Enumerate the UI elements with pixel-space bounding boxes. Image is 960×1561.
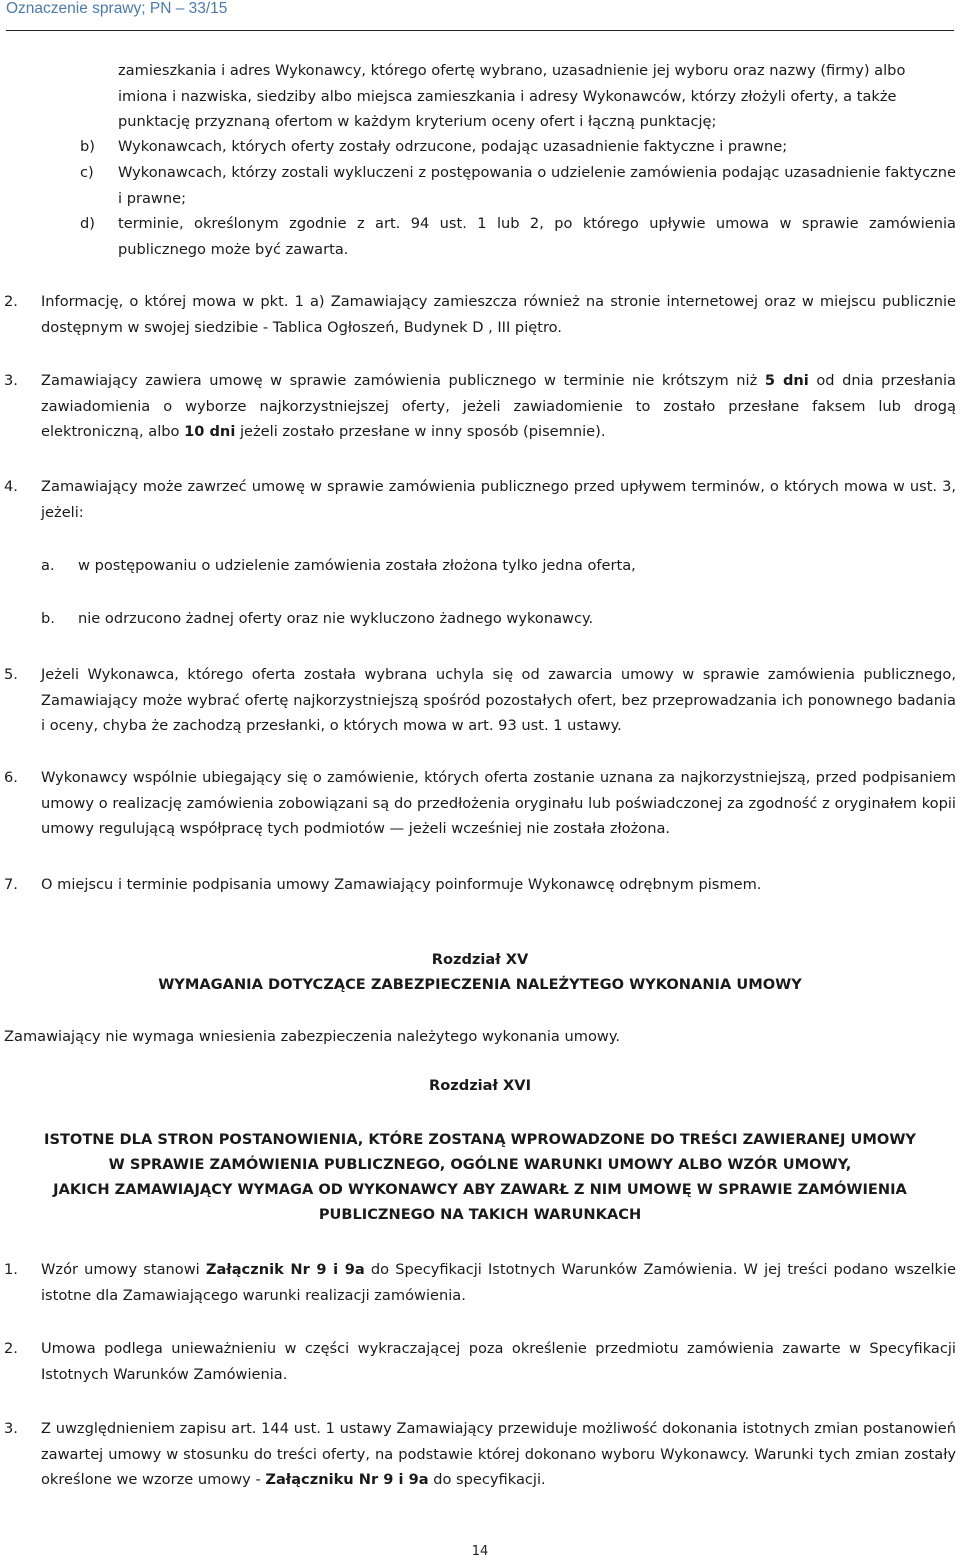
point-4a-text: w postępowaniu o udzielenie zamówienia została złożona tylko jedna oferta,	[78, 557, 636, 574]
chapter-15-text: Zamawiający nie wymaga wniesienia zabezpieczenia należytego wykonania umowy.	[4, 1028, 621, 1045]
item-a-line-2: imiona i nazwiska, siedziby albo miejsca zamieszkania i adresy Wykonawców, którzy złożyli oferty, a także	[118, 88, 897, 105]
page-number: 14	[471, 1544, 489, 1559]
chapter-16-heading-3: JAKICH ZAMAWIAJĄCY WYMAGA OD WYKONAWCY ABY ZAWARŁ Z NIM UMOWĘ W SPRAWIE ZAMÓWIENIA	[53, 1181, 907, 1198]
point-5-text: Jeżeli Wykonawca, którego oferta została wybrana uchyla się od zawarcia umowy w sprawie zamówienia publicznego, Zamawiający może wybrać ofertę najkorzystniejszą spośród pozostałych ofert, bez przeprowadzania ich ponownego badania i oceny, chyba że zachodzą przesłanki, o których mowa w art. 93 ust. 1 ustawy.	[41, 666, 956, 734]
point-6-text: Wykonawcy wspólnie ubiegający się o zamówienie, których oferta zostanie uznana za najkorzystniejszą, przed podpisaniem umowy o realizację zamówienia zobowiązani są do przedłożenia oryginału lub poświadczonej za zgodność z oryginałem kopii umowy regulującą współpracę tych podmiotów — jeżeli wcześniej nie została złożona.	[41, 769, 956, 837]
point-4b-text: nie odrzucono żadnej oferty oraz nie wykluczono żadnego wykonawcy.	[78, 610, 594, 627]
point-3-text: Zamawiający zawiera umowę w sprawie zamówienia publicznego w terminie nie krótszym niż 5 dni od dnia przesłania zawiadomienia o wyborze najkorzystniejszej oferty, jeżeli zawiadomienie to zostało przesłane faksem lub drogą elektroniczną, albo 10 dni jeżeli zostało przesłane w inny sposób (pisemnie).	[41, 372, 956, 440]
deadline-10-days: 10 dni	[184, 423, 236, 440]
ch16-item-2-number: 2.	[4, 1340, 18, 1357]
chapter-16-heading-2: W SPRAWIE ZAMÓWIENIA PUBLICZNEGO, OGÓLNE WARUNKI UMOWY ALBO WZÓR UMOWY,	[108, 1156, 852, 1173]
item-a-line-1: zamieszkania i adres Wykonawcy, którego ofertę wybrano, uzasadnienie jej wyboru oraz nazwy (firmy) albo	[118, 62, 906, 79]
ch16-item-2-text: Umowa podlega unieważnieniu w części wykraczającej poza określenie przedmiotu zamówienia zawarte w Specyfikacji Istotnych Warunków Zamówienia.	[41, 1340, 956, 1383]
header-rule	[6, 30, 954, 31]
ch16-item-3-number: 3.	[4, 1420, 18, 1437]
case-number: Oznaczenie sprawy; PN – 33/15	[6, 0, 228, 17]
point-2-number: 2.	[4, 293, 18, 310]
chapter-16-heading-1: ISTOTNE DLA STRON POSTANOWIENIA, KTÓRE ZOSTANĄ WPROWADZONE DO TREŚCI ZAWIERANEJ UMOWY	[44, 1131, 916, 1148]
item-b-text: Wykonawcach, których oferty zostały odrzucone, podając uzasadnienie faktyczne i prawne;	[118, 138, 788, 155]
item-a-line-3: punktację przyznaną ofertom w każdym kryterium oceny ofert i łączną punktację;	[118, 113, 717, 130]
point-7-number: 7.	[4, 876, 18, 893]
chapter-15-title: Rozdział XV	[431, 951, 529, 968]
item-d-marker: d)	[80, 215, 95, 232]
point-4-number: 4.	[4, 478, 18, 495]
chapter-16-title: Rozdział XVI	[428, 1077, 532, 1094]
point-7-text: O miejscu i terminie podpisania umowy Zamawiający poinformuje Wykonawcę odrębnym pismem.	[41, 876, 762, 893]
item-c-text: Wykonawcach, którzy zostali wykluczeni z postępowania o udzielenie zamówienia podając uzasadnienie faktyczne i prawne;	[118, 164, 956, 207]
point-4a-marker: a.	[41, 557, 55, 574]
ch16-item-3-text: Z uwzględnieniem zapisu art. 144 ust. 1 ustawy Zamawiający przewiduje możliwość dokonania istotnych zmian postanowień zawartej umowy w stosunku do treści oferty, na podstawie której dokonano wyboru Wykonawcy. Warunki tych zmian zostały określone we wzorze umowy - Załączniku Nr 9 i 9a do specyfikacji.	[41, 1420, 956, 1488]
item-b-marker: b)	[80, 138, 95, 155]
attachment-ref: Załącznik Nr 9 i 9a	[205, 1261, 365, 1278]
deadline-5-days: 5 dni	[764, 372, 809, 389]
ch16-item-1-text: Wzór umowy stanowi Załącznik Nr 9 i 9a do Specyfikacji Istotnych Warunków Zamówienia. W jej treści podano wszelkie istotne dla Zamawiającego warunki realizacji zamówienia.	[41, 1261, 956, 1304]
point-3-number: 3.	[4, 372, 18, 389]
point-4-text: Zamawiający może zawrzeć umowę w sprawie zamówienia publicznego przed upływem terminów, o których mowa w ust. 3, jeżeli:	[41, 478, 956, 521]
item-d-text: terminie, określonym zgodnie z art. 94 ust. 1 lub 2, po którego upływie umowa w sprawie zamówienia publicznego może być zawarta.	[118, 215, 956, 258]
point-4b-marker: b.	[41, 610, 55, 627]
ch16-item-1-number: 1.	[4, 1261, 18, 1278]
point-6-number: 6.	[4, 769, 18, 786]
chapter-16-heading-4: PUBLICZNEGO NA TAKICH WARUNKACH	[318, 1206, 642, 1223]
page-header	[6, 0, 956, 18]
chapter-15-subtitle: WYMAGANIA DOTYCZĄCE ZABEZPIECZENIA NALEŻYTEGO WYKONANIA UMOWY	[158, 976, 802, 993]
point-5-number: 5.	[4, 666, 18, 683]
point-2-text: Informację, o której mowa w pkt. 1 a) Zamawiający zamieszcza również na stronie internetowej oraz w miejscu publicznie dostępnym w swojej siedzibie - Tablica Ogłoszeń, Budynek D , III piętro.	[41, 293, 956, 336]
attachment-ref-2: Załączniku Nr 9 i 9a	[265, 1471, 429, 1488]
item-c-marker: c)	[80, 164, 94, 181]
